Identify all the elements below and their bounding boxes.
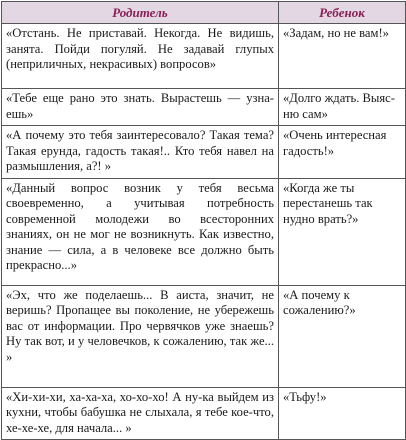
header-child: Ребенок xyxy=(279,2,406,24)
table-row xyxy=(2,178,406,285)
parent-cell: «Отстань. Не приставай. Некогда. Не видишь, занята. Пойди погуляй. Не задавай глупых (неприличных, некрасивых) вопросов» xyxy=(2,24,279,89)
table-row xyxy=(2,126,406,179)
parent-cell: «Эх, что же поделаешь... В аиста, значит, не веришь? Пропащее вы поколение, не убережешь вас от информации. Про червячков уже знаешь? Ну так вот, и у человечков, к сожалению, так же... » xyxy=(2,285,279,387)
parent-cell: «Тебе еще рано это знать. Вырастешь — узнаешь» xyxy=(2,89,279,126)
child-cell: «Когда же ты перестанешь так нудно врать?» xyxy=(279,178,406,285)
child-cell: «Очень интересная гадость!» xyxy=(279,126,406,179)
parent-cell: «А почему это тебя заинтересовало? Такая тема? Такая ерунда, гадость такая!.. Кто тебя навел на размышления, а?! » xyxy=(2,126,279,179)
child-cell: «А почему к сожалению?» xyxy=(279,285,406,387)
table-row xyxy=(2,387,406,440)
dialogue-table xyxy=(1,1,406,440)
header-row xyxy=(2,2,406,24)
header-parent: Родитель xyxy=(2,2,279,24)
parent-cell: «Данный вопрос возник у тебя весьма своевременно, а учитывая потребность современной молодежи во всесторонних знаниях, он не мог не возникнуть. Как известно, знание — сила, а в человеке все должно быть прекрасно...» xyxy=(2,178,279,285)
child-cell: «Задам, но не вам!» xyxy=(279,24,406,89)
table-row xyxy=(2,285,406,387)
table-row xyxy=(2,24,406,89)
child-cell: «Тьфу!» xyxy=(279,387,406,440)
child-cell: «Долго ждать. Выясню сам» xyxy=(279,89,406,126)
parent-cell: «Хи-хи-хи, ха-ха-ха, хо-хо-хо! А ну-ка выйдем из кухни, чтобы бабушка не слыхала, я тебе кое-что, хе-хе-хе, для начала... » xyxy=(2,387,279,440)
table-row xyxy=(2,89,406,126)
